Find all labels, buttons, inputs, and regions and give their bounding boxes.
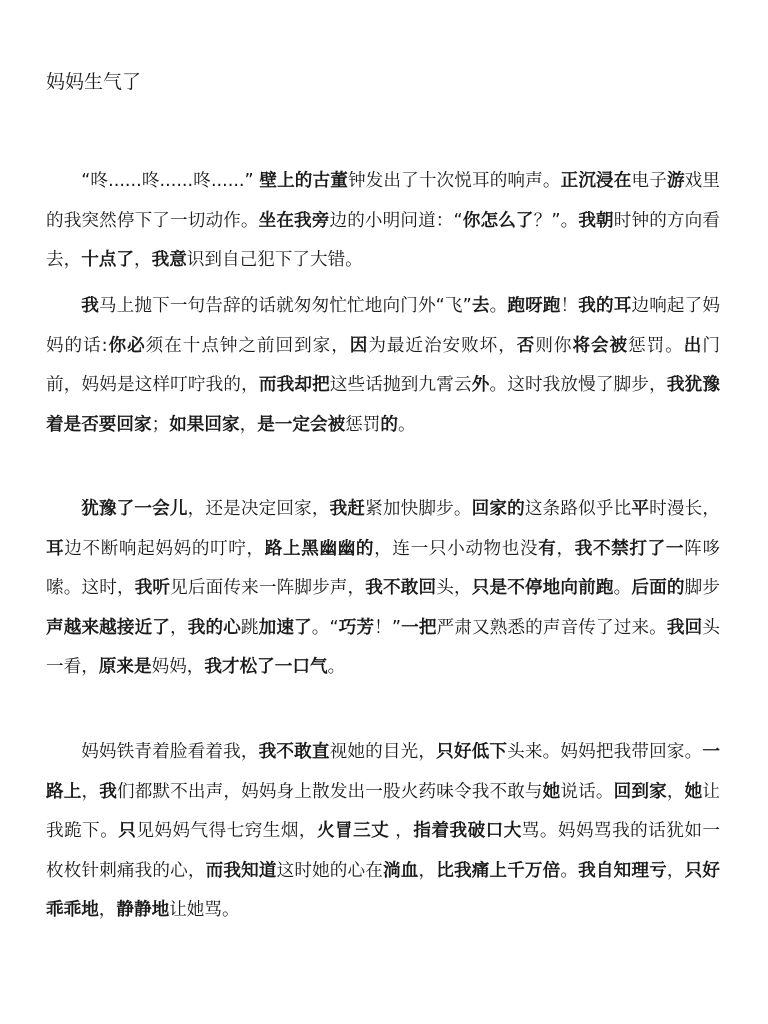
bold-text-run: 十点了: [81, 250, 134, 270]
bold-text-run: 是一定会被: [257, 414, 346, 435]
text-run: 说话。: [560, 781, 614, 802]
bold-text-run: 我意: [151, 250, 187, 270]
text-run: 见妈妈气得七窍生烟，: [136, 821, 317, 841]
paragraph-1: [46, 162, 720, 281]
text-run: ，: [81, 781, 100, 802]
bold-text-run: 否: [516, 335, 536, 356]
text-run: ，: [418, 860, 437, 881]
text-run: 边不断响起妈妈的叮咛，: [64, 538, 265, 559]
text-run: 视她的目光，: [329, 742, 437, 762]
text-run: ，: [666, 860, 685, 881]
text-run: 惩罚。: [628, 335, 684, 356]
text-run: 为最近治安败坏，: [368, 335, 517, 356]
text-run: 时钟的方向看去，: [46, 210, 720, 270]
text-run: 边响起了妈妈的话:: [46, 296, 720, 356]
text-run: 戏里的我突然停下了一切动作。: [46, 171, 720, 231]
bold-text-run: 静静地: [116, 900, 170, 920]
text-run: 妈妈，: [151, 657, 205, 677]
text-run: 。这时我放慢了脚步，: [489, 375, 667, 395]
bold-text-run: 后面的: [631, 578, 685, 598]
text-run: 门前，妈妈是这样叮咛我的，: [46, 335, 720, 395]
text-run: “咚......咚......咚......”: [81, 171, 260, 191]
text-run: ，还是决定回家，: [187, 499, 330, 519]
bold-text-run: 你必: [107, 335, 146, 356]
bold-text-run: 加速了: [258, 617, 312, 638]
text-run: 。“: [311, 617, 339, 638]
document-title: 妈妈生气了: [46, 71, 142, 93]
bold-text-run: 我赶: [329, 499, 366, 519]
text-run: 头来。妈妈把我带回家。: [507, 742, 703, 762]
bold-text-run: 我: [81, 296, 99, 316]
bold-text-run: 的: [380, 414, 398, 435]
text-run: ；: [151, 414, 170, 435]
text-run: 马上抛下一句告辞的话就匆匆忙忙地向门外“飞”: [98, 296, 472, 316]
text-run: 须在十点钟之前回到家，: [145, 335, 350, 356]
text-run: 让她骂。: [169, 900, 240, 920]
bold-text-run: 我的耳: [578, 296, 632, 316]
bold-text-run: 因: [349, 335, 369, 356]
text-run: 骂。妈妈骂我的话犹如一枚枚针刺痛我的心，: [46, 821, 720, 881]
text-run: ！”: [374, 617, 402, 638]
bold-text-run: 回到家: [613, 781, 667, 802]
text-run: 紧加快脚步。: [365, 499, 472, 519]
bold-text-run: 外: [471, 375, 490, 395]
text-run: 边的小明问道：“: [329, 210, 463, 231]
text-run: ，连一只小动物也没: [374, 538, 539, 559]
bold-text-run: 壁上的古董: [259, 171, 348, 191]
bold-text-run: 将会被: [572, 335, 629, 356]
bold-text-run: 我朝: [578, 210, 614, 231]
bold-text-run: 你怎么了: [462, 210, 534, 231]
bold-text-run: 坐在我旁: [258, 210, 330, 231]
bold-text-run: 游: [666, 171, 685, 191]
bold-text-run: 原来是: [98, 657, 152, 677]
text-run: 们都默不出声，妈妈身上散发出一股火药味令我不敢与: [116, 781, 543, 802]
bold-text-run: 淌血: [383, 860, 419, 881]
bold-text-run: 她: [684, 781, 703, 802]
bold-text-run: 而我却把: [258, 375, 330, 395]
text-run: 让我跪下。: [46, 781, 720, 841]
paragraph-3: [46, 490, 720, 688]
bold-text-run: 出: [683, 335, 703, 356]
text-run: 时漫长，: [649, 499, 720, 519]
text-run: 阵哆嗦。这时，: [46, 538, 720, 598]
text-run: 妈妈铁青着脸看着我，: [81, 742, 259, 762]
text-run: ，: [389, 821, 414, 841]
bold-text-run: 我: [99, 781, 117, 802]
bold-text-run: 我回: [666, 617, 703, 638]
bold-text-run: 有: [538, 538, 557, 559]
bold-text-run: 只好乖乖地: [46, 860, 720, 920]
paragraph-4: [46, 733, 720, 931]
bold-text-run: 指着我破口大: [413, 821, 522, 841]
text-run: 这时她的心在: [276, 860, 384, 881]
bold-text-run: 只: [118, 821, 137, 841]
text-run: ，: [239, 414, 258, 435]
text-run: 惩罚: [345, 414, 381, 435]
text-run: 脚步: [684, 578, 720, 598]
text-run: ！: [560, 296, 579, 316]
text-run: 这条路似乎比: [524, 499, 632, 519]
bold-text-run: 去: [471, 296, 490, 316]
bold-text-run: 我的心: [187, 617, 241, 638]
text-run: ，: [556, 538, 575, 559]
text-run: 。: [560, 860, 579, 881]
text-run: 头一看，: [46, 617, 720, 677]
paragraph-2: [46, 287, 720, 445]
text-run: 。: [397, 414, 416, 435]
text-run: ，: [666, 781, 685, 802]
text-run: 识到自己犯下了大错。: [186, 250, 363, 270]
text-run: ，: [170, 617, 188, 638]
bold-text-run: 我不敢直: [258, 742, 330, 762]
bold-text-run: 我听: [134, 578, 171, 598]
bold-text-run: 如果回家: [169, 414, 240, 435]
bold-text-run: 犹豫了一会儿: [81, 499, 188, 519]
bold-text-run: 只是不停地向前跑: [471, 578, 614, 598]
bold-text-run: 正沉浸在: [560, 171, 632, 191]
text-run: 钟发出了十次悦耳的响声。: [347, 171, 561, 191]
text-run: 这些话抛到九霄云: [329, 375, 472, 395]
bold-text-run: 她: [542, 781, 561, 802]
bold-text-run: 我犹豫着是否要回家: [46, 375, 720, 435]
text-run: 严肃又熟悉的声音传了过来。: [436, 617, 667, 638]
bold-text-run: 我才松了一口气: [204, 657, 328, 677]
bold-text-run: 我不敢回: [365, 578, 437, 598]
text-run: 。: [613, 578, 632, 598]
bold-text-run: 火冒三丈: [316, 821, 390, 841]
text-run: ？”。: [533, 210, 579, 231]
text-run: 头，: [436, 578, 472, 598]
bold-text-run: 只好低下: [436, 742, 508, 762]
bold-text-run: 耳: [46, 538, 65, 559]
bold-text-run: 一把: [401, 617, 437, 638]
bold-text-run: 我自知理亏: [578, 860, 667, 881]
bold-text-run: 回家的: [471, 499, 525, 519]
text-run: 见后面传来一阵脚步声，: [170, 578, 366, 598]
text-run: 跳: [240, 617, 259, 638]
text-run: 电子: [631, 171, 667, 191]
text-run: 则你: [535, 335, 573, 356]
bold-text-run: 路上黑幽幽的: [264, 538, 375, 559]
bold-text-run: 平: [631, 499, 650, 519]
bold-text-run: 比我痛上千万倍: [436, 860, 561, 881]
text-run: ，: [134, 250, 152, 270]
text-run: 。: [489, 296, 508, 316]
bold-text-run: 一路上: [46, 742, 720, 802]
text-run: 。: [327, 657, 346, 677]
bold-text-run: 巧芳: [338, 617, 375, 638]
bold-text-run: 而我知道: [205, 860, 277, 881]
bold-text-run: 跑呀跑: [507, 296, 561, 316]
bold-text-run: 我不禁打了一: [574, 538, 685, 559]
bold-text-run: 声越来越接近了: [46, 617, 171, 638]
text-run: ，: [98, 900, 117, 920]
